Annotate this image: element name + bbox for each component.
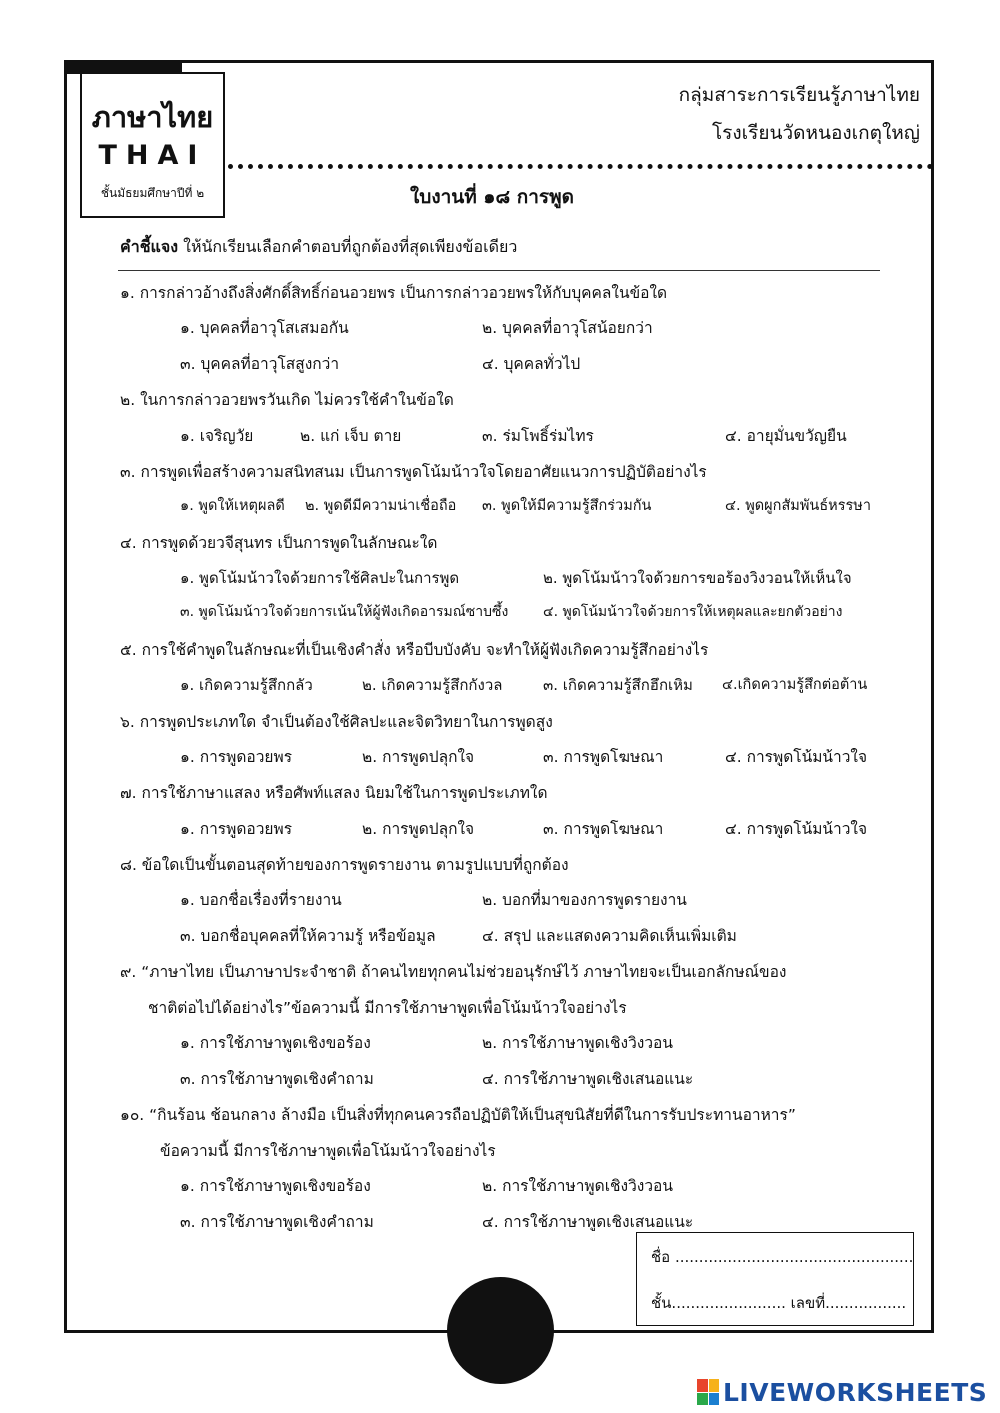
q3-choice-4[interactable]: ๔. พูดผูกสัมพันธ์หรรษา	[725, 498, 872, 514]
question-4: ๔. การพูดด้วยวจีสุนทร เป็นการพูดในลักษณะใด	[120, 534, 438, 552]
question-10-continued: ข้อความนี้ มีการใช้ภาษาพูดเพื่อโน้มน้าวใจอย่างไร	[160, 1142, 496, 1160]
q8-choice-4[interactable]: ๔. สรุป และแสดงความคิดเห็นเพิ่มเติม	[482, 927, 737, 945]
question-6: ๖. การพูดประเภทใด จำเป็นต้องใช้ศิลปะและจิตวิทยาในการพูดสูง	[120, 713, 553, 731]
question-8: ๘. ข้อใดเป็นขั้นตอนสุดท้ายของการพูดรายงาน ตามรูปแบบที่ถูกต้อง	[120, 856, 569, 874]
q4-choice-4[interactable]: ๔. พูดโน้มน้าวใจด้วยการให้เหตุผลและยกตัวอย่าง	[543, 604, 843, 620]
q5-choice-3[interactable]: ๓. เกิดความรู้สึกฮึกเหิม	[543, 676, 693, 694]
q3-choice-2[interactable]: ๒. พูดดีมีความน่าเชื่อถือ	[305, 498, 457, 514]
q4-choice-2[interactable]: ๒. พูดโน้มน้าวใจด้วยการขอร้องวิงวอนให้เห็นใจ	[543, 569, 852, 587]
q7-choice-2[interactable]: ๒. การพูดปลุกใจ	[362, 820, 475, 838]
q8-choice-3[interactable]: ๓. บอกชื่อบุคคลที่ให้ความรู้ หรือข้อมูล	[180, 927, 436, 945]
q6-choice-4[interactable]: ๔. การพูดโน้มน้าวใจ	[725, 748, 868, 766]
question-9-continued: ชาติต่อไปได้อย่างไร”ข้อความนี้ มีการใช้ภาษาพูดเพื่อโน้มน้าวใจอย่างไร	[148, 999, 627, 1017]
punch-hole	[447, 1277, 554, 1384]
q8-choice-1[interactable]: ๑. บอกชื่อเรื่องที่รายงาน	[180, 891, 342, 909]
liveworksheets-logo	[697, 1376, 987, 1408]
question-2: ๒. ในการกล่าวอวยพรวันเกิด ไม่ควรใช้คำในข้อใด	[120, 391, 454, 409]
q6-choice-3[interactable]: ๓. การพูดโฆษณา	[543, 748, 664, 766]
brand-text: LIVEWORKSHEETS	[723, 1377, 988, 1407]
worksheet-title: ใบงานที่ ๑๘ การพูด	[410, 186, 574, 208]
q2-choice-3[interactable]: ๓. ร่มโพธิ์ร่มไทร	[482, 427, 594, 445]
q10-choice-4[interactable]: ๔. การใช้ภาษาพูดเชิงเสนอแนะ	[482, 1213, 694, 1231]
q2-choice-2[interactable]: ๒. แก่ เจ็บ ตาย	[300, 427, 402, 445]
q8-choice-2[interactable]: ๒. บอกที่มาของการพูดรายงาน	[482, 891, 687, 909]
q2-choice-4[interactable]: ๔. อายุมั่นขวัญยืน	[725, 427, 847, 445]
q7-choice-4[interactable]: ๔. การพูดโน้มน้าวใจ	[725, 820, 868, 838]
q3-choice-3[interactable]: ๓. พูดให้มีความรู้สึกร่วมกัน	[482, 498, 652, 514]
q7-choice-1[interactable]: ๑. การพูดอวยพร	[180, 820, 293, 838]
q2-choice-1[interactable]: ๑. เจริญวัย	[180, 427, 254, 445]
subject-logo	[80, 72, 225, 218]
q10-choice-3[interactable]: ๓. การใช้ภาษาพูดเชิงคำถาม	[180, 1213, 374, 1231]
logo-thai: ภาษาไทย	[91, 100, 214, 134]
q5-choice-2[interactable]: ๒. เกิดความรู้สึกกังวล	[362, 676, 503, 694]
q6-choice-2[interactable]: ๒. การพูดปลุกใจ	[362, 748, 475, 766]
instruction-text: ให้นักเรียนเลือกคำตอบที่ถูกต้องที่สุดเพียงข้อเดียว	[178, 237, 518, 256]
q10-choice-2[interactable]: ๒. การใช้ภาษาพูดเชิงวิงวอน	[482, 1177, 673, 1195]
q4-choice-3[interactable]: ๓. พูดโน้มน้าวใจด้วยการเน้นให้ผู้ฟังเกิดอารมณ์ซาบซึ้ง	[180, 604, 509, 620]
header-dotted-divider	[228, 164, 933, 169]
student-info-box	[636, 1232, 914, 1326]
q10-choice-1[interactable]: ๑. การใช้ภาษาพูดเชิงขอร้อง	[180, 1177, 371, 1195]
q7-choice-3[interactable]: ๓. การพูดโฆษณา	[543, 820, 664, 838]
instruction-label: คำชี้แจง	[120, 237, 179, 256]
q1-choice-1[interactable]: ๑. บุคคลที่อาวุโสเสมอกัน	[180, 319, 349, 337]
student-name-field[interactable]: ชื่อ ..................................................	[651, 1248, 914, 1266]
logo-english: THAI	[98, 140, 207, 171]
q6-choice-1[interactable]: ๑. การพูดอวยพร	[180, 748, 293, 766]
liveworksheets-icon	[697, 1379, 719, 1405]
q5-choice-4[interactable]: ๔.เกิดความรู้สึกต่อต้าน	[722, 677, 868, 693]
question-5: ๕. การใช้คำพูดในลักษณะที่เป็นเชิงคำสั่ง หรือบีบบังคับ จะทำให้ผู้ฟังเกิดความรู้สึกอย่างไร	[120, 641, 709, 659]
instruction-rule	[118, 270, 880, 271]
q3-choice-1[interactable]: ๑. พูดให้เหตุผลดี	[180, 498, 285, 514]
q5-choice-1[interactable]: ๑. เกิดความรู้สึกกลัว	[180, 676, 313, 694]
question-7: ๗. การใช้ภาษาแสลง หรือศัพท์แสลง นิยมใช้ในการพูดประเภทใด	[120, 784, 548, 802]
q9-choice-2[interactable]: ๒. การใช้ภาษาพูดเชิงวิงวอน	[482, 1034, 673, 1052]
question-10: ๑๐. “กินร้อน ช้อนกลาง ล้างมือ เป็นสิ่งที่ทุกคนควรถือปฏิบัติให้เป็นสุขนิสัยที่ดีในการรับประทานอาหาร”	[120, 1106, 796, 1124]
logo-grade: ชั้นมัธยมศึกษาปีที่ ๒	[100, 186, 205, 200]
header-school: โรงเรียนวัดหนองเกตุใหญ่	[711, 122, 920, 144]
q9-choice-4[interactable]: ๔. การใช้ภาษาพูดเชิงเสนอแนะ	[482, 1070, 694, 1088]
student-class-number-field[interactable]: ชั้น........................ เลขที่.................	[651, 1294, 907, 1312]
q9-choice-3[interactable]: ๓. การใช้ภาษาพูดเชิงคำถาม	[180, 1070, 374, 1088]
question-9: ๙. “ภาษาไทย เป็นภาษาประจำชาติ ถ้าคนไทยทุกคนไม่ช่วยอนุรักษ์ไว้ ภาษาไทยจะเป็นเอกลักษณ์ของ	[120, 963, 787, 981]
question-3: ๓. การพูดเพื่อสร้างความสนิทสนม เป็นการพูดโน้มน้าวใจโดยอาศัยแนวการปฏิบัติอย่างไร	[120, 463, 707, 481]
instruction	[120, 235, 517, 260]
q1-choice-4[interactable]: ๔. บุคคลทั่วไป	[482, 355, 581, 373]
header-group: กลุ่มสาระการเรียนรู้ภาษาไทย	[678, 84, 920, 106]
q9-choice-1[interactable]: ๑. การใช้ภาษาพูดเชิงขอร้อง	[180, 1034, 371, 1052]
q4-choice-1[interactable]: ๑. พูดโน้มน้าวใจด้วยการใช้ศิลปะในการพูด	[180, 569, 460, 587]
q1-choice-3[interactable]: ๓. บุคคลที่อาวุโสสูงกว่า	[180, 355, 340, 373]
question-1: ๑. การกล่าวอ้างถึงสิ่งศักดิ์สิทธิ์ก่อนอวยพร เป็นการกล่าวอวยพรให้กับบุคคลในข้อใด	[120, 284, 668, 302]
q1-choice-2[interactable]: ๒. บุคคลที่อาวุโสน้อยกว่า	[482, 319, 653, 337]
